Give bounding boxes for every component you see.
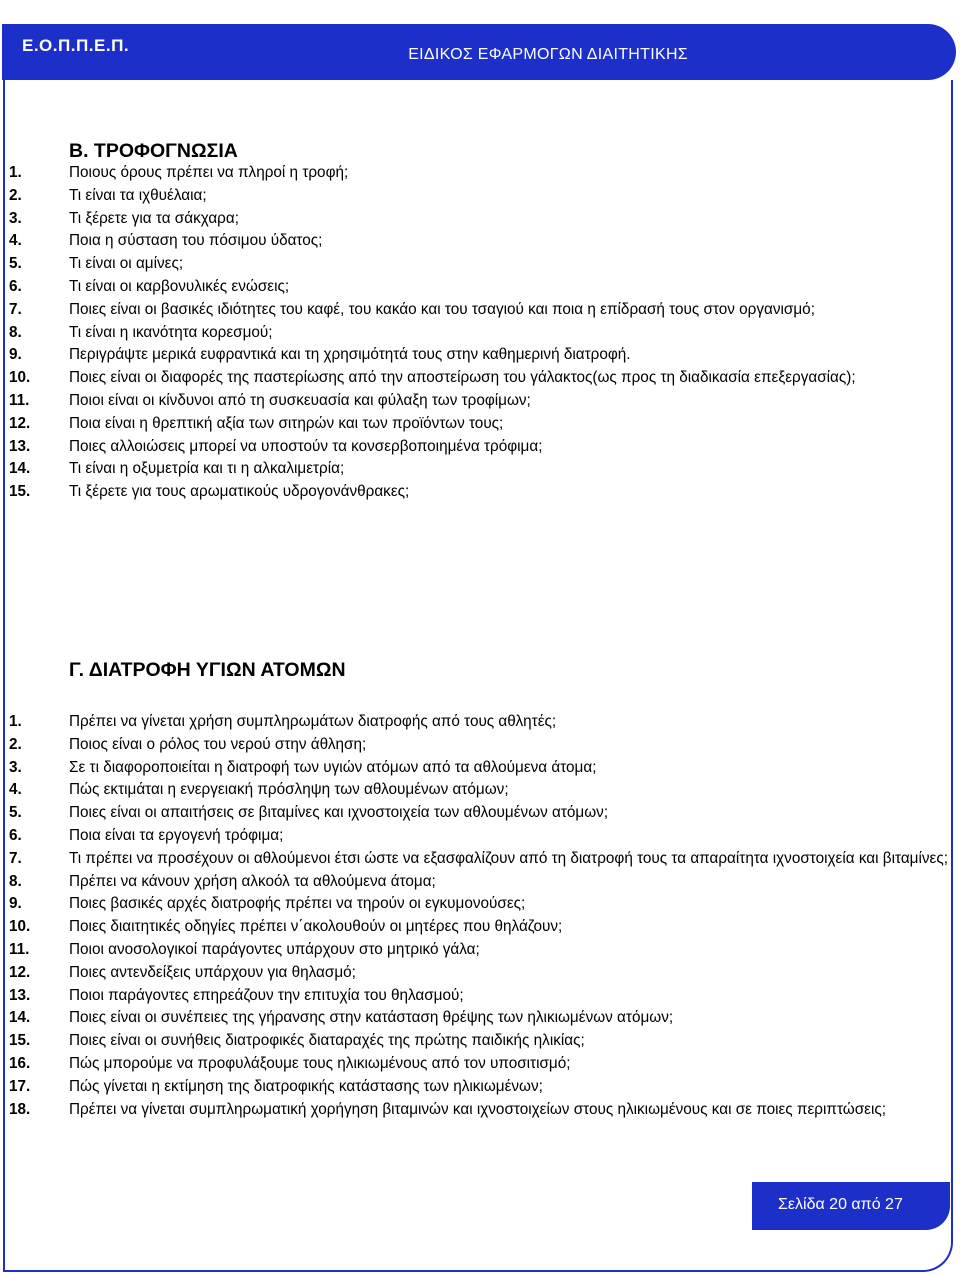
question-number: 13. bbox=[9, 437, 31, 455]
section-b-question-item bbox=[9, 390, 953, 413]
question-text: Πώς γίνεται η εκτίμηση της διατροφικής κατάστασης των ηλικιωμένων; bbox=[69, 1077, 543, 1095]
question-number: 2. bbox=[9, 186, 22, 204]
question-number: 7. bbox=[9, 849, 22, 867]
section-c-question-item bbox=[9, 802, 953, 825]
question-text: Ποιες διαιτητικές οδηγίες πρέπει ν΄ακολουθούν οι μητέρες που θηλάζουν; bbox=[69, 918, 563, 936]
question-text: Ποιες βασικές αρχές διατροφής πρέπει να τηρούν οι εγκυμονούσες; bbox=[69, 895, 526, 913]
question-text: Τι πρέπει να προσέχουν οι αθλούμενοι έτσι ώστε να εξασφαλίζουν από τη διατροφή τους τα απαραίτητα ιχνοστοιχεία και βιταμίνες; bbox=[69, 849, 948, 867]
question-text: Πρέπει να γίνεται χρήση συμπληρωμάτων διατροφής από τους αθλητές; bbox=[69, 713, 557, 730]
question-number: 3. bbox=[9, 209, 22, 227]
section-b-question-item bbox=[9, 458, 953, 481]
section-b-question-item bbox=[9, 185, 953, 208]
section-c-question-item bbox=[9, 985, 953, 1008]
question-text: Πώς εκτιμάται η ενεργειακή πρόσληψη των αθλουμένων ατόμων; bbox=[69, 781, 509, 799]
question-number: 2. bbox=[9, 735, 22, 753]
section-c-question-item bbox=[9, 711, 953, 734]
question-number: 1. bbox=[9, 713, 22, 730]
question-text: Ποιος είναι ο ρόλος του νερού στην άθληση; bbox=[69, 735, 367, 753]
question-number: 4. bbox=[9, 781, 22, 799]
question-number: 9. bbox=[9, 346, 22, 364]
question-text: Τι ξέρετε για τους αρωματικούς υδρογονάνθρακες; bbox=[69, 483, 410, 501]
question-text: Ποιες είναι οι συνήθεις διατροφικές διαταραχές της πρώτης παιδικής ηλικίας; bbox=[69, 1032, 585, 1050]
section-c-question-item bbox=[9, 1099, 953, 1122]
question-number: 18. bbox=[9, 1100, 31, 1118]
question-number: 8. bbox=[9, 323, 22, 341]
section-b-question-item bbox=[9, 436, 953, 459]
question-number: 13. bbox=[9, 986, 31, 1004]
question-text: Ποιους όρους πρέπει να πληροί η τροφή; bbox=[69, 164, 349, 181]
section-b-question-item bbox=[9, 208, 953, 231]
question-text: Τι είναι τα ιχθυέλαια; bbox=[69, 186, 207, 204]
question-text: Σε τι διαφοροποιείται η διατροφή των υγιών ατόμων από τα αθλούμενα άτομα; bbox=[69, 758, 597, 776]
question-number: 10. bbox=[9, 369, 31, 387]
question-number: 4. bbox=[9, 232, 22, 250]
question-text: Τι είναι η οξυμετρία και τι η αλκαλιμετρία; bbox=[69, 460, 345, 478]
section-c-question-item bbox=[9, 779, 953, 802]
section-c-question-item bbox=[9, 1053, 953, 1076]
question-text: Πώς μπορούμε να προφυλάξουμε τους ηλικιωμένους από τον υποσιτισμό; bbox=[69, 1054, 571, 1072]
section-b-question-item bbox=[9, 322, 953, 345]
question-number: 12. bbox=[9, 414, 31, 432]
page-footer bbox=[752, 1182, 950, 1230]
question-text: Ποιες είναι οι διαφορές της παστερίωσης από την αποστείρωση του γάλακτος(ως προς τη διαδικασία επεξεργασίας); bbox=[69, 369, 856, 387]
section-c-question-item bbox=[9, 893, 953, 916]
section-b-question-list bbox=[9, 162, 953, 504]
section-b-question-item bbox=[9, 413, 953, 436]
question-text: Τι είναι οι καρβονυλικές ενώσεις; bbox=[69, 277, 290, 295]
section-b-question-item bbox=[9, 299, 953, 322]
question-text: Ποιοι παράγοντες επηρεάζουν την επιτυχία του θηλασμού; bbox=[69, 986, 464, 1004]
section-b-question-item bbox=[9, 230, 953, 253]
section-b-question-item bbox=[9, 162, 953, 185]
section-c-question-item bbox=[9, 939, 953, 962]
question-number: 11. bbox=[9, 391, 30, 409]
section-b-question-item bbox=[9, 481, 953, 504]
question-text: Περιγράψτε μερικά ευφραντικά και τη χρησιμότητά τους στην καθημερινή διατροφή. bbox=[69, 346, 631, 364]
question-text: Ποια η σύσταση του πόσιμου ύδατος; bbox=[69, 232, 323, 250]
question-number: 7. bbox=[9, 300, 22, 318]
question-text: Πρέπει να κάνουν χρήση αλκοόλ τα αθλούμενα άτομα; bbox=[69, 872, 436, 890]
question-number: 3. bbox=[9, 758, 22, 776]
question-text: Ποιες αλλοιώσεις μπορεί να υποστούν τα κονσερβοποιημένα τρόφιμα; bbox=[69, 437, 543, 455]
question-text: Τι είναι η ικανότητα κορεσμού; bbox=[69, 323, 273, 341]
section-c-question-item bbox=[9, 825, 953, 848]
question-text: Ποιες είναι οι απαιτήσεις σε βιταμίνες και ιχνοστοιχεία των αθλουμένων ατόμων; bbox=[69, 804, 609, 822]
page-header bbox=[2, 24, 956, 80]
specialty-title: ΕΙΔΙΚΟΣ ΕΦΑΡΜΟΓΩΝ ΔΙΑΙΤΗΤΙΚΗΣ bbox=[408, 46, 688, 63]
section-b-question-item bbox=[9, 253, 953, 276]
question-number: 14. bbox=[9, 1009, 31, 1027]
section-b-question-item bbox=[9, 344, 953, 367]
question-number: 17. bbox=[9, 1077, 31, 1095]
section-b-title: Β. ΤΡΟΦΟΓΝΩΣΙΑ bbox=[69, 140, 238, 162]
question-number: 5. bbox=[9, 255, 22, 273]
question-number: 15. bbox=[9, 1032, 31, 1050]
section-c-question-item bbox=[9, 1007, 953, 1030]
section-c-question-item bbox=[9, 1030, 953, 1053]
question-text: Ποιοι είναι οι κίνδυνοι από τη συσκευασία και φύλαξη των τροφίμων; bbox=[69, 391, 531, 409]
question-number: 15. bbox=[9, 483, 31, 501]
page-number: Σελίδα 20 από 27 bbox=[778, 1196, 903, 1213]
question-text: Τι είναι οι αμίνες; bbox=[69, 255, 184, 273]
question-text: Ποιες είναι οι συνέπειες της γήρανσης στην κατάσταση θρέψης των ηλικιωμένων ατόμων; bbox=[69, 1009, 674, 1027]
section-c-question-item bbox=[9, 757, 953, 780]
question-number: 11. bbox=[9, 940, 30, 958]
question-number: 12. bbox=[9, 963, 31, 981]
question-number: 6. bbox=[9, 277, 22, 295]
question-number: 10. bbox=[9, 918, 31, 936]
question-text: Τι ξέρετε για τα σάκχαρα; bbox=[69, 209, 239, 227]
question-text: Ποια είναι η θρεπτική αξία των σιτηρών και των προϊόντων τους; bbox=[69, 414, 504, 432]
question-number: 1. bbox=[9, 164, 22, 181]
section-b-question-item bbox=[9, 276, 953, 299]
question-number: 9. bbox=[9, 895, 22, 913]
section-b-question-item bbox=[9, 367, 953, 390]
section-c-question-item bbox=[9, 871, 953, 894]
question-number: 16. bbox=[9, 1054, 31, 1072]
question-number: 8. bbox=[9, 872, 22, 890]
question-number: 5. bbox=[9, 804, 22, 822]
question-text: Ποια είναι τα εργογενή τρόφιμα; bbox=[69, 826, 284, 844]
question-number: 6. bbox=[9, 826, 22, 844]
section-c-title: Γ. ΔΙΑΤΡΟΦΗ ΥΓΙΩΝ ΑΤΟΜΩΝ bbox=[69, 659, 346, 681]
question-text: Ποιες είναι οι βασικές ιδιότητες του καφέ, του κακάο και του τσαγιού και ποια η επίδρασή τους στον οργανισμό; bbox=[69, 300, 815, 318]
section-c-question-item bbox=[9, 1076, 953, 1099]
section-c-question-list bbox=[9, 711, 953, 1121]
section-c-question-item bbox=[9, 734, 953, 757]
question-text: Ποιες αντενδείξεις υπάρχουν για θηλασμό; bbox=[69, 963, 356, 981]
question-text: Ποιοι ανοσολογικοί παράγοντες υπάρχουν στο μητρικό γάλα; bbox=[69, 940, 480, 958]
section-c-question-item bbox=[9, 848, 953, 871]
question-number: 14. bbox=[9, 460, 31, 478]
section-c-question-item bbox=[9, 916, 953, 939]
question-text: Πρέπει να γίνεται συμπληρωματική χορήγηση βιταμινών και ιχνοστοιχείων στους ηλικιωμένους και σε ποιες περιπτώσεις; bbox=[69, 1100, 887, 1118]
organization-name: Ε.Ο.Π.Π.Ε.Π. bbox=[22, 36, 130, 55]
section-c-question-item bbox=[9, 962, 953, 985]
